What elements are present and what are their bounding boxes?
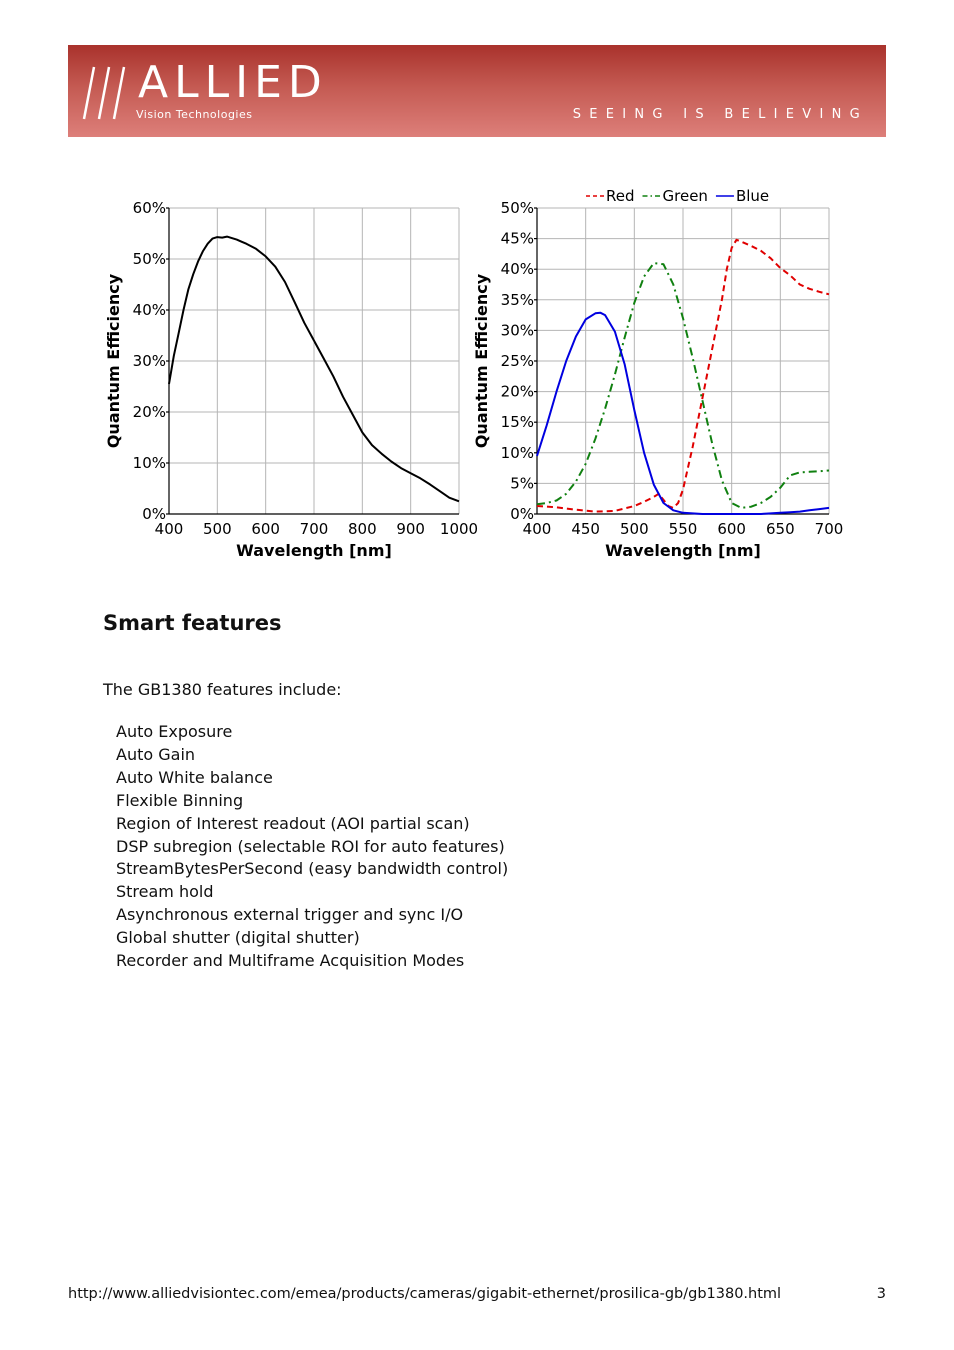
x-tick-label: 900 <box>396 520 425 538</box>
feature-item: Auto Gain <box>116 744 196 764</box>
y-tick-label: 20% <box>132 403 166 421</box>
qe-mono-chart <box>95 170 495 570</box>
y-tick-label: 60% <box>132 199 166 217</box>
y-tick-label: 15% <box>500 413 534 432</box>
x-tick-label: 650 <box>766 520 795 538</box>
y-tick-label: 30% <box>500 321 534 340</box>
footer-url[interactable]: http://www.alliedvisiontec.com/emea/products/cameras/gigabit-ethernet/prosilica-gb/gb1380.html <box>68 1286 782 1302</box>
x-tick-label: 500 <box>620 520 649 538</box>
feature-item: Asynchronous external trigger and sync I/O <box>116 905 464 925</box>
y-tick-label: 45% <box>500 229 534 248</box>
logo-subtitle: Vision Technologies <box>136 108 253 121</box>
y-tick-label: 0% <box>510 505 534 523</box>
logo-slashes-icon <box>82 65 136 121</box>
x-tick-label: 700 <box>299 520 329 538</box>
x-tick-label: 700 <box>814 520 844 538</box>
y-tick-label: 10% <box>132 454 166 472</box>
feature-item: Recorder and Multiframe Acquisition Modes <box>116 951 465 971</box>
x-tick-label: 800 <box>348 520 377 538</box>
y-tick-label: 25% <box>500 352 534 370</box>
feature-item: DSP subregion (selectable ROI for auto features) <box>116 836 505 856</box>
x-tick-label: 600 <box>717 520 746 538</box>
y-tick-label: 50% <box>500 199 534 217</box>
feature-item: Global shutter (digital shutter) <box>116 928 360 948</box>
x-tick-label: 600 <box>251 520 280 538</box>
legend-label: Blue <box>735 187 770 205</box>
feature-item: Auto White balance <box>116 767 273 787</box>
x-tick-label: 400 <box>522 520 552 538</box>
feature-item: Auto Exposure <box>116 722 233 741</box>
x-tick-label: 400 <box>154 520 184 538</box>
y-tick-label: 10% <box>500 443 534 462</box>
x-tick-label: 500 <box>203 520 232 538</box>
x-tick-label: 550 <box>668 520 698 538</box>
y-tick-label: 50% <box>132 250 166 268</box>
y-tick-label: 35% <box>500 290 534 309</box>
y-axis-label: Quantum Efficiency <box>472 273 491 449</box>
legend-label: Red <box>606 187 635 205</box>
page-number: 3 <box>876 1286 886 1302</box>
logo-wordmark: ALLIED <box>138 57 328 108</box>
y-tick-label: 40% <box>500 260 534 279</box>
tagline: SEEING IS BELIEVING <box>572 107 868 122</box>
y-tick-label: 40% <box>132 301 166 319</box>
y-tick-label: 30% <box>132 352 166 370</box>
feature-item: Flexible Binning <box>116 790 244 810</box>
x-tick-label: 450 <box>571 520 600 538</box>
qe-color-chart <box>465 170 865 570</box>
y-axis-label: Quantum Efficiency <box>104 273 123 449</box>
feature-list <box>116 721 508 973</box>
x-tick-label: 1000 <box>439 520 479 538</box>
legend-label: Green <box>662 187 708 205</box>
feature-item: Region of Interest readout (AOI partial scan) <box>116 813 470 833</box>
section-intro: The GB1380 features include: <box>103 680 342 699</box>
header-banner <box>68 45 886 137</box>
feature-item: Stream hold <box>116 882 214 902</box>
feature-item: StreamBytesPerSecond (easy bandwidth control) <box>116 859 509 879</box>
x-axis-label: Wavelength [nm] <box>236 541 392 560</box>
x-axis-label: Wavelength [nm] <box>605 541 761 560</box>
y-tick-label: 0% <box>142 505 166 523</box>
y-tick-label: 20% <box>500 382 534 401</box>
section-heading: Smart features <box>103 611 282 635</box>
y-tick-label: 5% <box>510 474 534 493</box>
